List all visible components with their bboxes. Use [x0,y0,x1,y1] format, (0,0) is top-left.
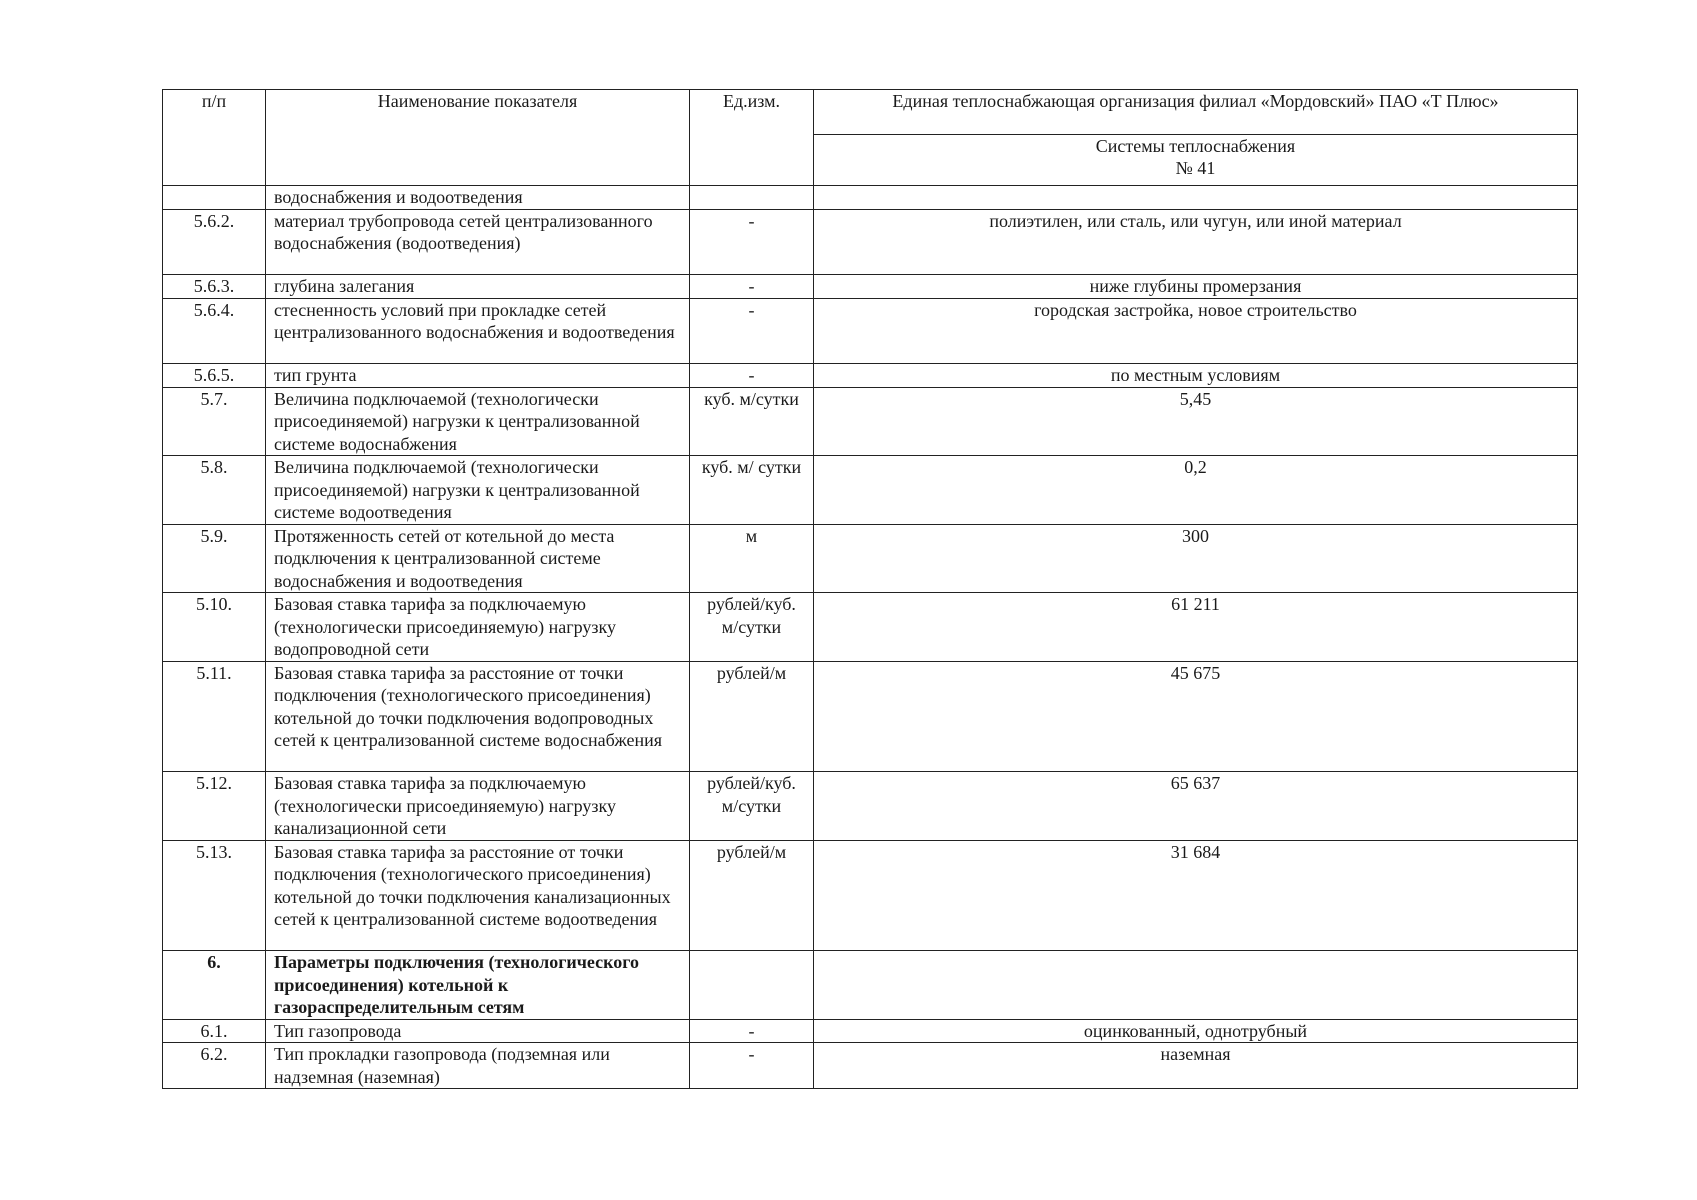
table-row [163,661,1578,772]
table-header-row [163,90,1578,135]
row-indicator-name: Тип прокладки газопровода (подземная или надземная (наземная) [266,1043,690,1089]
row-unit [690,186,814,210]
row-indicator-name: тип грунта [266,364,690,388]
row-indicator-name: Протяженность сетей от котельной до места подключения к централизованной системе водоснабжения и водоотведения [266,524,690,593]
row-unit: рублей/м [690,661,814,772]
table-row [163,593,1578,662]
row-indicator-name: водоснабжения и водоотведения [266,186,690,210]
row-value: 5,45 [814,387,1578,456]
row-number: 6.1. [163,1019,266,1043]
row-value: полиэтилен, или сталь, или чугун, или иной материал [814,209,1578,275]
row-unit: - [690,1019,814,1043]
row-number: 6. [163,951,266,1020]
row-number: 5.6.2. [163,209,266,275]
table-row [163,298,1578,364]
row-value: 300 [814,524,1578,593]
table-row [163,1019,1578,1043]
row-number: 5.13. [163,840,266,951]
header-number: п/п [163,90,266,186]
row-indicator-name: Величина подключаемой (технологически присоединяемой) нагрузки к централизованной системе водоснабжения [266,387,690,456]
row-value [814,951,1578,1020]
row-number: 5.6.4. [163,298,266,364]
row-unit: куб. м/сутки [690,387,814,456]
row-unit: - [690,1043,814,1089]
row-unit: м [690,524,814,593]
row-indicator-name: Базовая ставка тарифа за расстояние от точки подключения (технологического присоединения) котельной до точки подключения водопроводных сетей к централизованной системе водоснабжения [266,661,690,772]
row-indicator-name: Величина подключаемой (технологически присоединяемой) нагрузки к централизованной системе водоотведения [266,456,690,525]
row-indicator-name: Базовая ставка тарифа за подключаемую (технологически присоединяемую) нагрузку водопроводной сети [266,593,690,662]
row-value [814,186,1578,210]
table-row [163,951,1578,1020]
row-number: 5.6.5. [163,364,266,388]
row-indicator-name: Базовая ставка тарифа за подключаемую (технологически присоединяемую) нагрузку канализационной сети [266,772,690,841]
row-number: 5.7. [163,387,266,456]
row-unit [690,951,814,1020]
row-unit: рублей/м [690,840,814,951]
row-unit: - [690,209,814,275]
table-row [163,364,1578,388]
table-row [163,275,1578,299]
row-number: 5.6.3. [163,275,266,299]
row-indicator-name: материал трубопровода сетей централизованного водоснабжения (водоотведения) [266,209,690,275]
row-indicator-name: глубина залегания [266,275,690,299]
header-indicator-name: Наименование показателя [266,90,690,186]
table-row [163,209,1578,275]
row-indicator-name: Параметры подключения (технологического присоединения) котельной к газораспределительным сетям [266,951,690,1020]
table-row [163,524,1578,593]
row-indicator-name: Базовая ставка тарифа за расстояние от точки подключения (технологического присоединения) котельной до точки подключения канализационных сетей к централизованной системе водоотведения [266,840,690,951]
row-indicator-name: стесненность условий при прокладке сетей централизованного водоснабжения и водоотведения [266,298,690,364]
row-number: 5.9. [163,524,266,593]
row-unit: - [690,298,814,364]
table-row [163,772,1578,841]
table-row [163,456,1578,525]
header-unit: Ед.изм. [690,90,814,186]
parameters-table [162,89,1578,1089]
row-number: 5.12. [163,772,266,841]
row-value: наземная [814,1043,1578,1089]
row-unit: - [690,364,814,388]
row-unit: куб. м/ сутки [690,456,814,525]
row-value: 31 684 [814,840,1578,951]
row-number: 5.8. [163,456,266,525]
header-heat-system-title: Системы теплоснабжения [1095,136,1296,156]
row-unit: рублей/куб. м/сутки [690,772,814,841]
header-heat-system-number: № 41 [1175,158,1216,178]
row-value: 61 211 [814,593,1578,662]
header-heat-system [814,135,1578,186]
row-number [163,186,266,210]
row-indicator-name: Тип газопровода [266,1019,690,1043]
row-value: 65 637 [814,772,1578,841]
row-value: 0,2 [814,456,1578,525]
row-value: ниже глубины промерзания [814,275,1578,299]
row-number: 5.10. [163,593,266,662]
row-value: по местным условиям [814,364,1578,388]
table-row [163,1043,1578,1089]
row-unit: - [690,275,814,299]
row-number: 5.11. [163,661,266,772]
row-number: 6.2. [163,1043,266,1089]
header-organization: Единая теплоснабжающая организация филиал «Мордовский» ПАО «Т Плюс» [814,90,1578,135]
row-unit: рублей/куб. м/сутки [690,593,814,662]
table-body [163,186,1578,1089]
table-row [163,840,1578,951]
table-row [163,387,1578,456]
row-value: 45 675 [814,661,1578,772]
row-value: оцинкованный, однотрубный [814,1019,1578,1043]
row-value: городская застройка, новое строительство [814,298,1578,364]
table-row [163,186,1578,210]
